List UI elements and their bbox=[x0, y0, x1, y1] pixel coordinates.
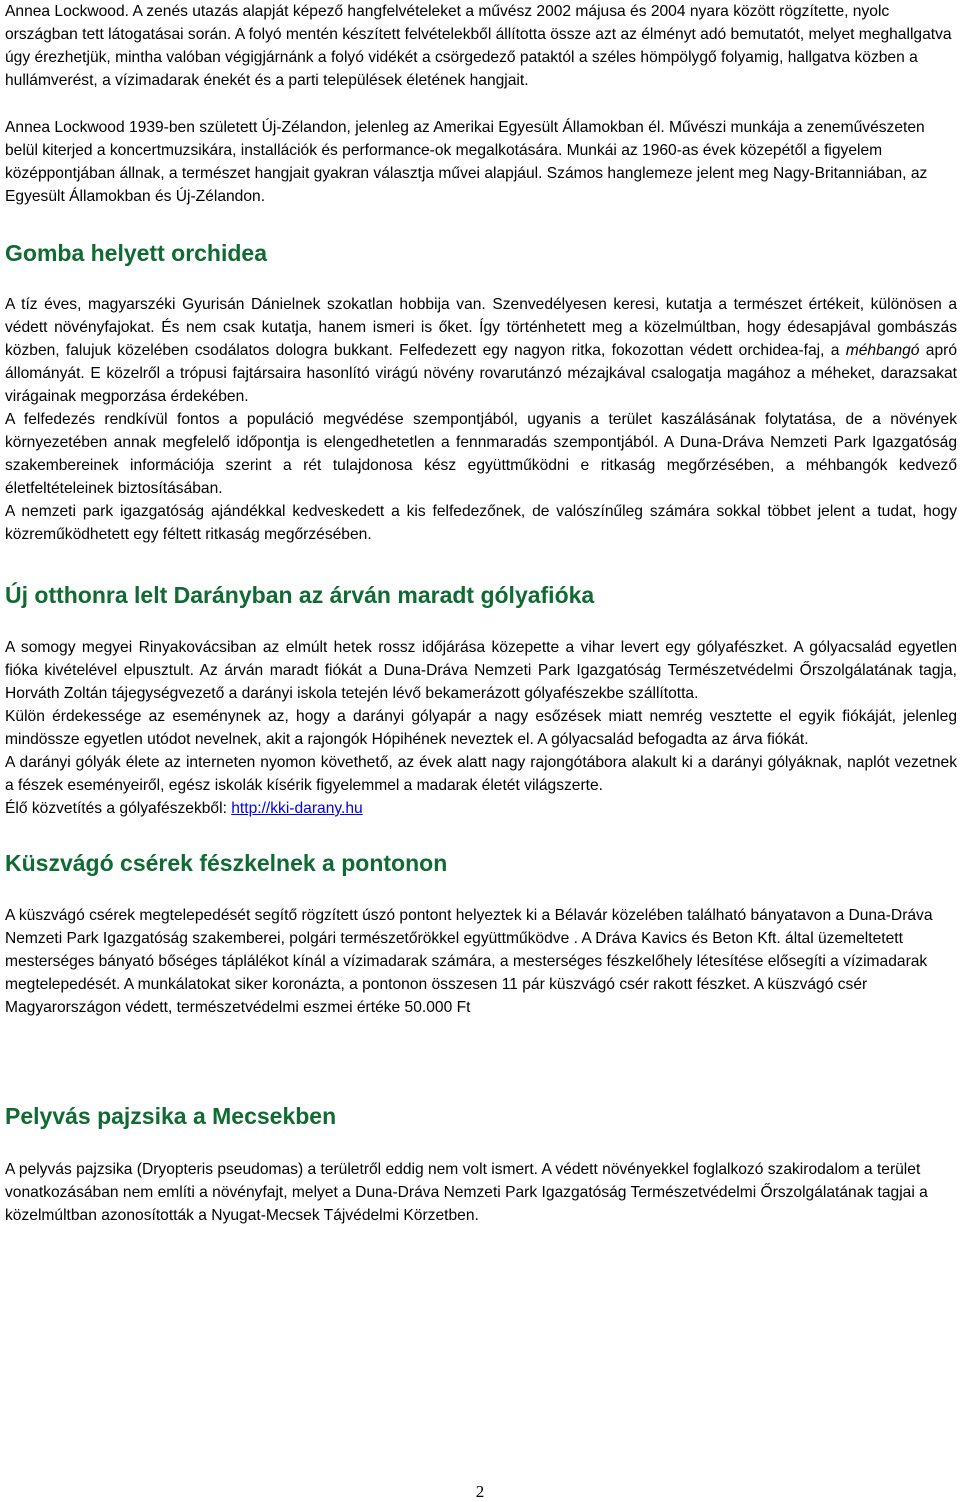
section4-paragraph-1: A pelyvás pajzsika (Dryopteris pseudomas) a területről eddig nem volt ismert. A védett növényekkel foglalkozó szakirodalom a terület vonatkozásában nem említi a növényfajt, melyet a Duna-Dráva Nemzeti Park Igazgatóság Természetvédelmi Őrszolgálatának tagjai a közelmúltban azonosították a Nyugat-Mecsek Tájvédelmi Körzetben. bbox=[5, 1161, 928, 1224]
section2-paragraph-1: A somogy megyei Rinyakovácsiban az elmúlt hetek rossz időjárása közepette a vihar levert egy gólyafészket. A gólyacsalád egyetlen fióka kivételével elpusztult. Az árván maradt fiókát a Duna-Dráva Nemzeti Park Igazgatóság Természetvédelmi Őrszolgálatának tagja, Horváth Zoltán tájegységvezető a darányi iskola tetején lévő bekamerázott gólyafészekbe szállította. bbox=[5, 639, 957, 702]
section1-paragraph-1 bbox=[5, 293, 957, 408]
section-title-orchidea: Gomba helyett orchidea bbox=[5, 240, 268, 266]
section2-paragraph-3: A darányi gólyák élete az interneten nyomon követhető, az évek alatt nagy rajongótábora alakult ki a darányi gólyáknak, naplót vezetnek a fészek eseményeiről, egész iskolák kísérik figyelemmel a madarak életét világszerte. bbox=[5, 754, 957, 794]
section1-paragraph-2: A felfedezés rendkívül fontos a populáció megvédése szempontjából, ugyanis a terület kaszálásának folytatása, de a növények környezetében annak megfelelő időpontja is elengedhetetlen a fennmaradás szempontjából. A Duna-Dráva Nemzeti Park Igazgatóság szakembereinek információja szerint a rét tulajdonosa kész együttműködni e ritkaság megőrzésében, a méhbangók kedvező életfeltételeinek biztosításában. bbox=[5, 411, 957, 497]
species-name-italic: méhbangó bbox=[845, 342, 920, 359]
page-number: 2 bbox=[475, 1482, 485, 1501]
section-title-pajzsika: Pelyvás pajzsika a Mecsekben bbox=[5, 1103, 337, 1129]
section1-text-cont: apró állományát. E közelről a trópusi fajtársaira hasonlító virágú növény rovarutánzó mézajkával csalogatja magához a méheket, darazsakat virágainak megporzása érdekében. bbox=[5, 342, 957, 405]
section2-paragraph-4 bbox=[5, 797, 957, 820]
section-title-golyafioka: Új otthonra lelt Darányban az árván maradt gólyafióka bbox=[5, 582, 595, 608]
section-title-kuszvago: Küszvágó csérek fészkelnek a pontonon bbox=[5, 850, 448, 876]
section3-paragraph-1: A küszvágó csérek megtelepedését segítő rögzített úszó pontont helyeztek ki a Bélavár közelében található bányatavon a Duna-Dráva Nemzeti Park Igazgatóság szakemberei, polgári természetőrökkel együttműködve . A Dráva Kavics és Beton Kft. által üzemeltetett mesterséges bányató bőséges táplálékot kínál a vízimadarak számára, a mesterséges fészkelőhely létesítése elősegíti a vízimadarak megtelepedését. A munkálatokat siker koronázta, a pontonon összesen 11 pár küszvágó csér rakott fészket. A küszvágó csér Magyarországon védett, természetvédelmi eszmei értéke 50.000 Ft bbox=[5, 907, 933, 1016]
section1-paragraph-3: A nemzeti park igazgatóság ajándékkal kedveskedett a kis felfedezőnek, de valószínűleg számára sokkal többet jelent a tudat, hogy közreműködhetett egy féltett ritkaság megőrzésében. bbox=[5, 503, 957, 543]
live-stream-label: Élő közvetítés a gólyafészekből: bbox=[5, 800, 232, 817]
section2-paragraph-2: Külön érdekessége az eseménynek az, hogy a darányi gólyapár a nagy esőzések miatt nemrég vesztette el egyik fiókáját, jelenleg mindössze egyetlen utódot nevelnek, akit a rajongók Hópihének neveztek el. A gólyacsalád befogadta az árva fiókát. bbox=[5, 708, 957, 748]
intro-paragraph-2: Annea Lockwood 1939-ben született Új-Zélandon, jelenleg az Amerikai Egyesült Államokban él. Művészi munkája a zeneművészeten belül kiterjed a koncertmuzsikára, installációk és performance-ok megalkotására. Munkái az 1960-as évek közepétől a figyelem középpontjában állnak, a természet hangjait gyakran választja művei alapjául. Számos hanglemeze jelent meg Nagy-Britanniában, az Egyesült Államokban és Új-Zélandon. bbox=[5, 119, 928, 205]
intro-paragraph-1: Annea Lockwood. A zenés utazás alapját képező hangfelvételeket a művész 2002 májusa és 2004 nyara között rögzítette, nyolc országban tett látogatásai során. A folyó mentén készített felvételekből állította össze azt az élményt adó bemutatót, melyet meghallgatva úgy érezhetjük, mintha valóban végigjárnánk a folyó vidékét a csörgedező pataktól a széles hömpölygő folyamig, hallgatva közben a hullámverést, a vízimadarak énekét és a parti települések életének hangjait. bbox=[5, 3, 952, 89]
section1-text: A tíz éves, magyarszéki Gyurisán Dánielnek szokatlan hobbija van. Szenvedélyesen keresi, kutatja a természet értékeit, különösen a védett növényfajokat. És nem csak kutatja, hanem ismeri is őket. Így történhetett meg a közelmúltban, hogy édesapjával gombászás közben, falujuk közelében csodálatos dologra bukkant. Felfedezett egy nagyon ritka, fokozottan védett orchidea-faj, a bbox=[5, 296, 957, 359]
live-stream-link[interactable]: http://kki-darany.hu bbox=[231, 800, 363, 817]
document-page bbox=[5, 0, 957, 1227]
